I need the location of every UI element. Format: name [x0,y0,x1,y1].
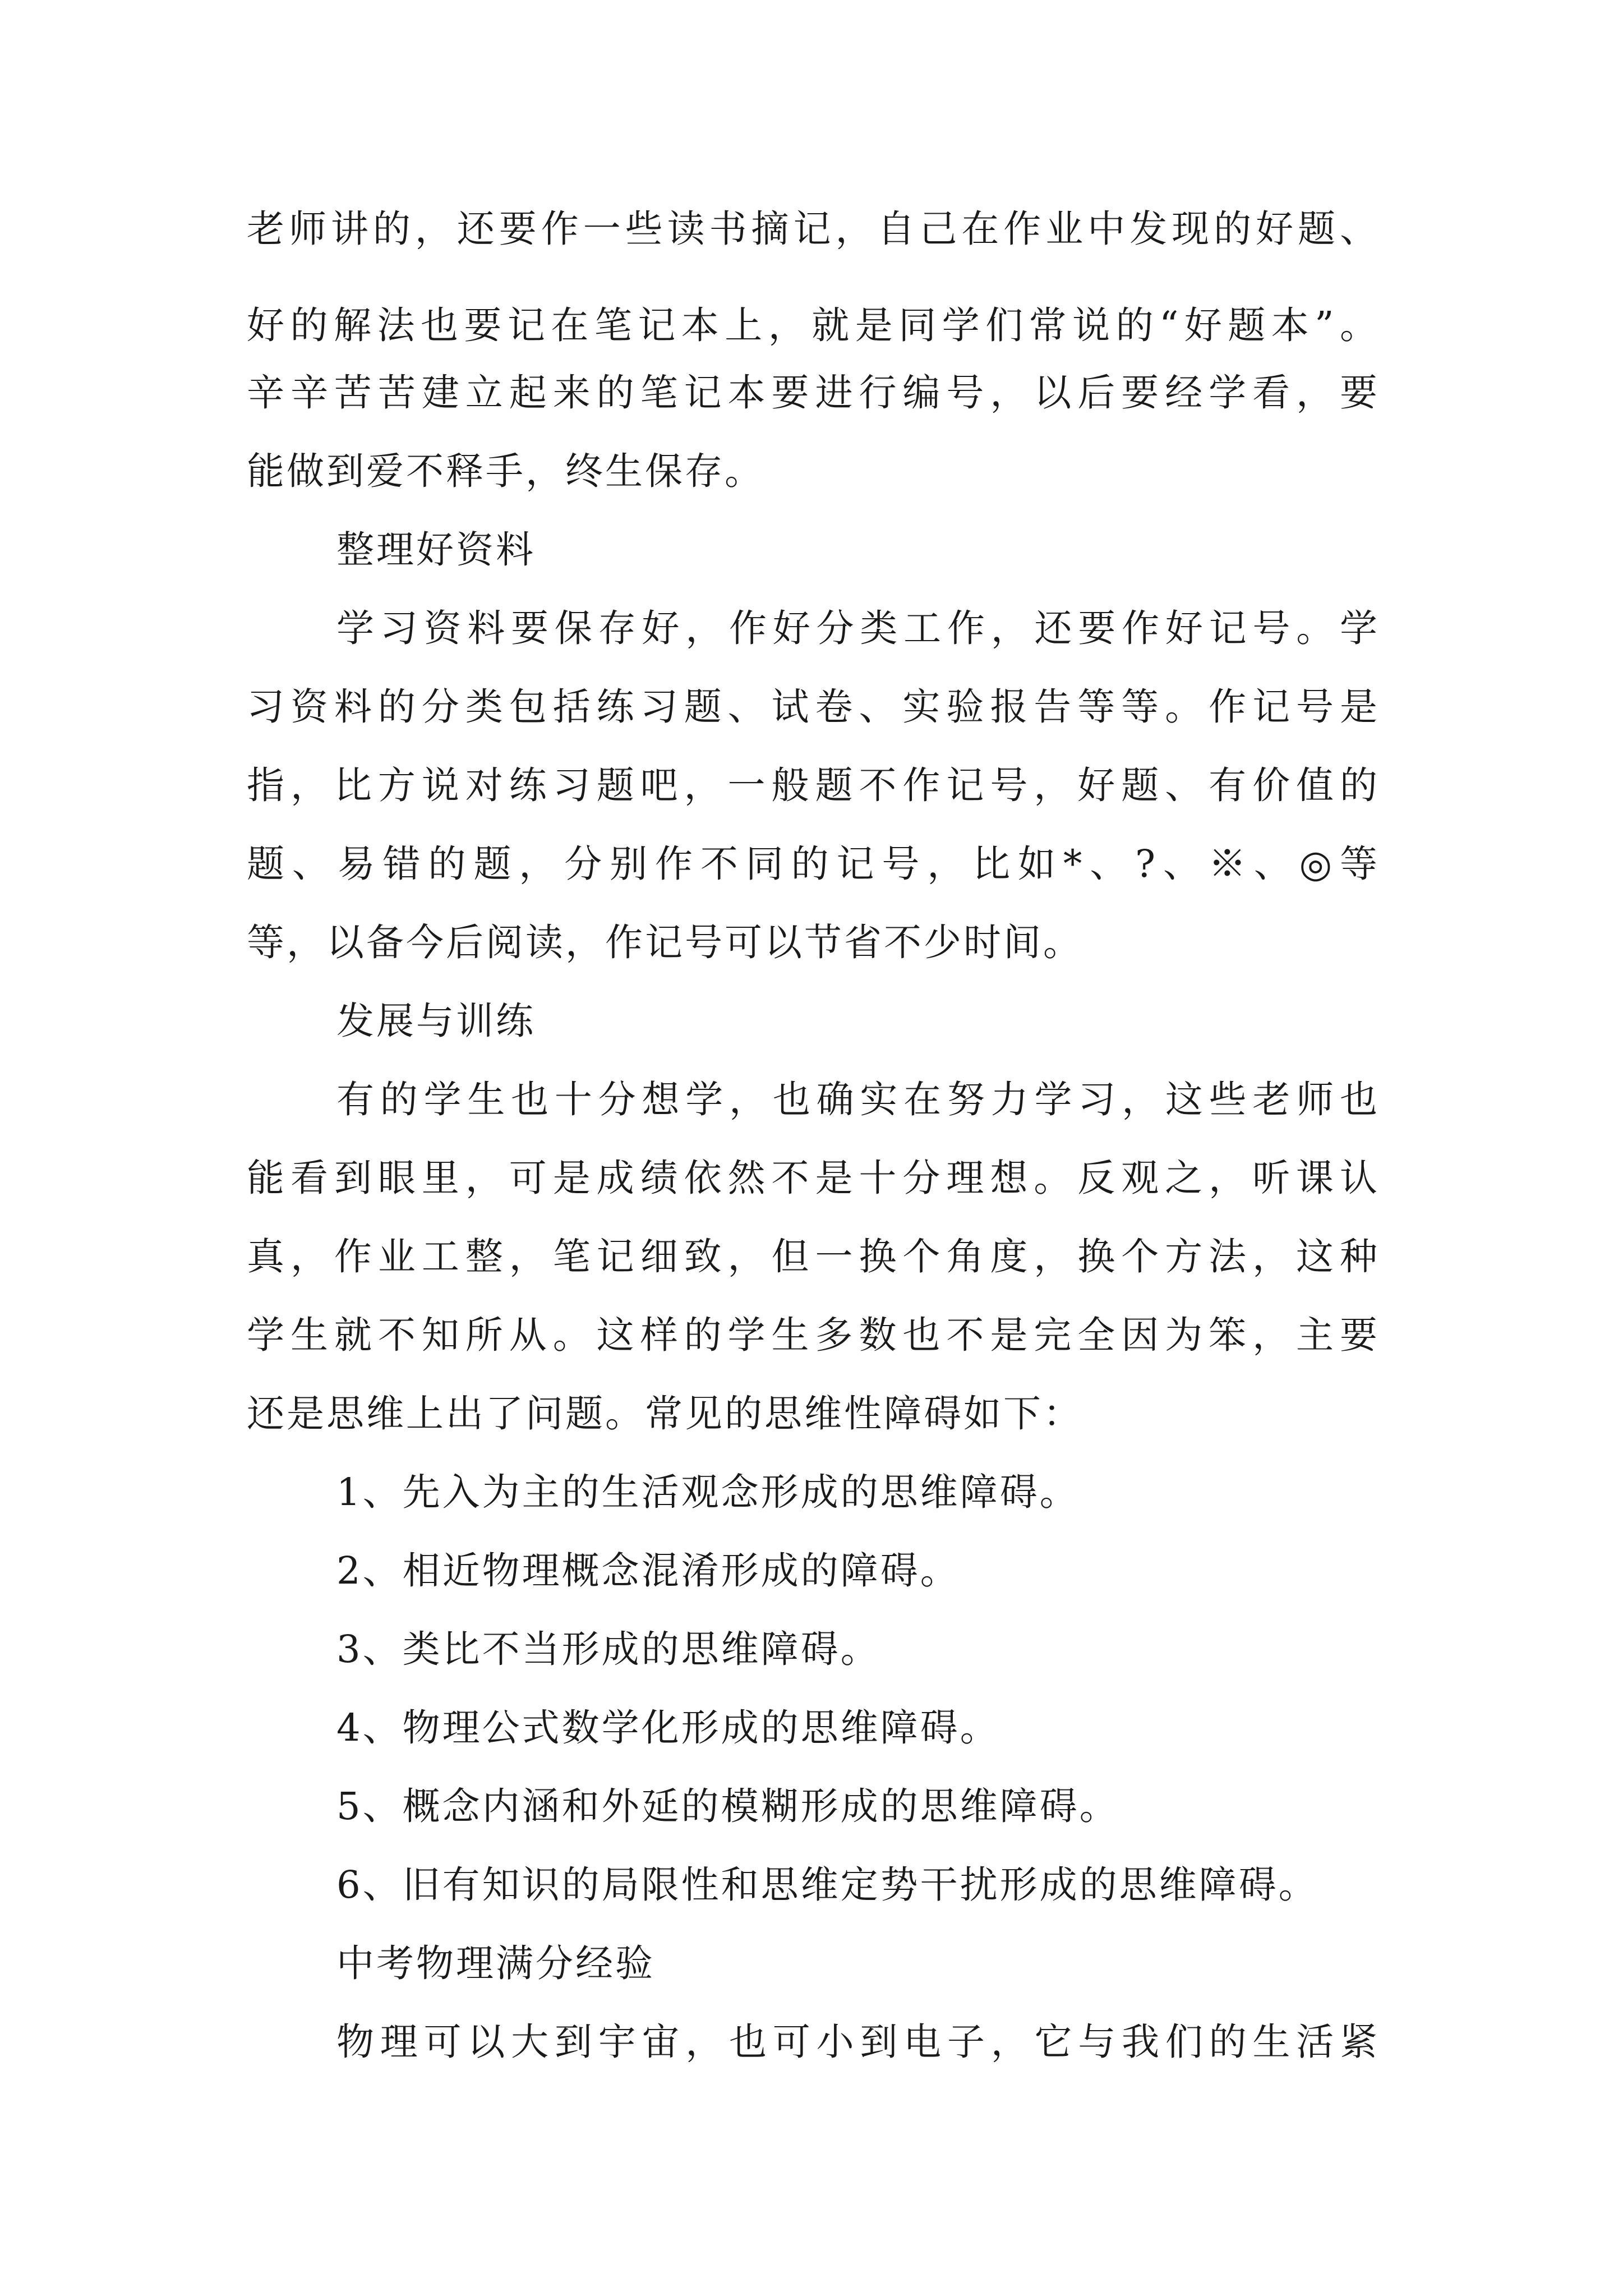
paragraph-line: 有的学生也十分想学，也确实在努力学习，这些老师也 [336,1078,1380,1121]
paragraph-line: 指，比方说对练习题吧，一般题不作记号，好题、有价值的 [247,763,1380,807]
paragraph-line: 学习资料要保存好，作好分类工作，还要作好记号。学 [336,606,1380,650]
section-heading: 发展与训练 [336,999,536,1043]
list-item: 1、先入为主的生活观念形成的思维障碍。 [336,1470,1080,1514]
paragraph-line: 老师讲的，还要作一些读书摘记，自己在作业中发现的好题、 [247,207,1380,251]
paragraph-line: 真，作业工整，笔记细致，但一换个角度，换个方法，这种 [247,1235,1380,1278]
list-item: 2、相近物理概念混淆形成的障碍。 [336,1549,960,1593]
list-item: 5、概念内涵和外延的模糊形成的思维障碍。 [336,1784,1119,1828]
list-item: 4、物理公式数学化形成的思维障碍。 [336,1706,1000,1750]
paragraph-line: 学生就不知所从。这样的学生多数也不是完全因为笨，主要 [247,1313,1380,1357]
section-heading: 整理好资料 [336,528,536,572]
paragraph-line: 题、易错的题，分别作不同的记号，比如*、?、※、◎等 [247,842,1380,886]
section-heading: 中考物理满分经验 [336,1941,655,1985]
paragraph-line: 习资料的分类包括练习题、试卷、实验报告等等。作记号是 [247,685,1380,729]
list-item: 3、类比不当形成的思维障碍。 [336,1627,880,1671]
list-item: 6、旧有知识的局限性和思维定势干扰形成的思维障碍。 [336,1863,1318,1907]
paragraph-line: 物理可以大到宇宙，也可小到电子，它与我们的生活紧 [336,2020,1380,2064]
paragraph-line: 辛辛苦苦建立起来的笔记本要进行编号，以后要经学看，要 [247,371,1380,415]
paragraph-line: 能看到眼里，可是成绩依然不是十分理想。反观之，听课认 [247,1156,1380,1200]
paragraph-line: 等，以备今后阅读，作记号可以节省不少时间。 [247,921,1083,964]
paragraph-line: 好的解法也要记在笔记本上，就是同学们常说的“好题本”。 [247,303,1380,347]
paragraph-line: 能做到爱不释手，终生保存。 [247,449,764,493]
paragraph-line: 还是思维上出了问题。常见的思维性障碍如下： [247,1392,1083,1435]
